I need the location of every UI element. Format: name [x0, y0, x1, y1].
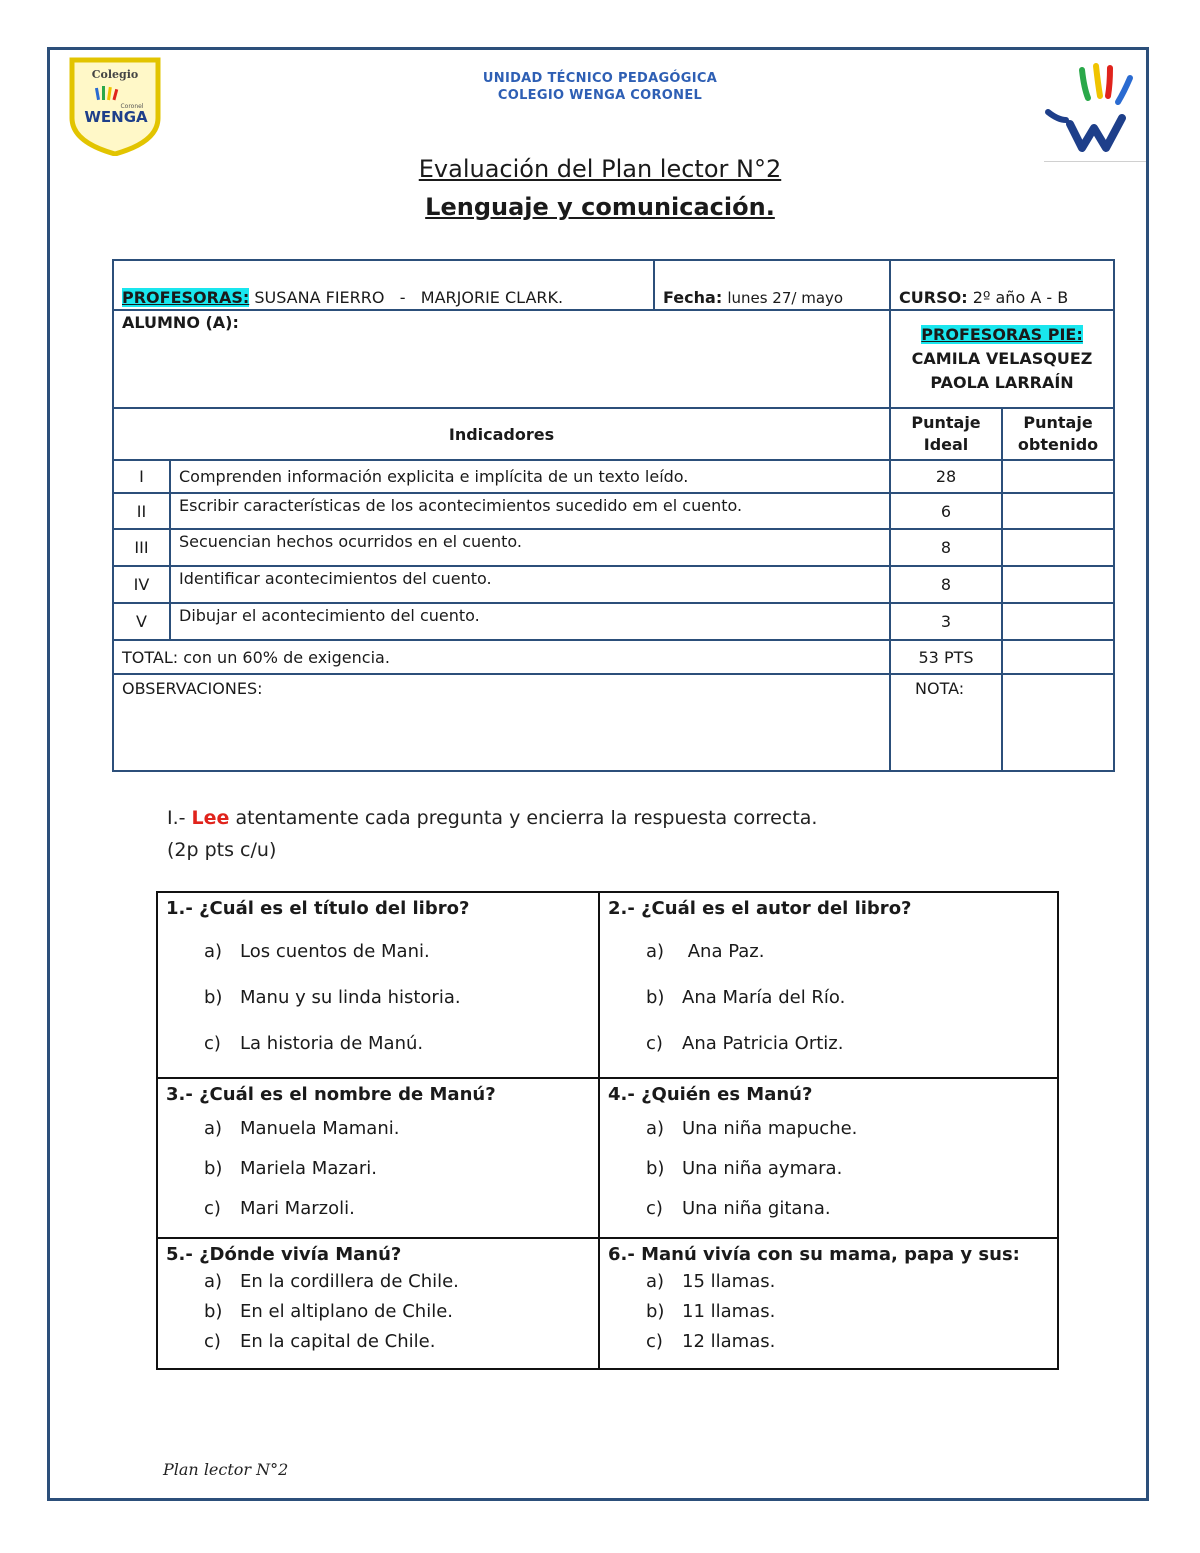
answer-option[interactable]: b) Una niña aymara. — [646, 1158, 843, 1179]
curso-label: CURSO: — [899, 288, 968, 307]
answer-option[interactable]: a) Una niña mapuche. — [646, 1118, 858, 1139]
questions-table — [156, 891, 1059, 1370]
indicadores-header: Indicadores — [113, 408, 890, 460]
question-cell — [599, 892, 1058, 1078]
indicator-obtained[interactable] — [1002, 493, 1114, 529]
question-text: 6.- Manú vivía con su mama, papa y sus: — [608, 1244, 1020, 1265]
indicator-ideal: 3 — [890, 603, 1002, 640]
profesoras-label: PROFESORAS: — [122, 288, 250, 307]
instructions-points: (2p pts c/u) — [167, 839, 277, 861]
pie-cell — [890, 310, 1114, 408]
question-text: 1.- ¿Cuál es el título del libro? — [166, 898, 470, 919]
question-text: 2.- ¿Cuál es el autor del libro? — [608, 898, 912, 919]
answer-option[interactable]: c) En la capital de Chile. — [204, 1331, 436, 1352]
answer-option[interactable]: c) Mari Marzoli. — [204, 1198, 355, 1219]
indicator-number: I — [113, 460, 170, 493]
indicator-number: IV — [113, 566, 170, 603]
curso-value: 2º año A - B — [972, 288, 1069, 307]
question-cell — [157, 892, 599, 1078]
answer-option[interactable]: c) La historia de Manú. — [204, 1033, 424, 1054]
curso-cell — [890, 260, 1114, 310]
indicator-obtained[interactable] — [1002, 529, 1114, 566]
nota-value[interactable] — [1002, 674, 1114, 771]
indicator-text: Dibujar el acontecimiento del cuento. — [170, 603, 890, 640]
page-subtitle: Lenguaje y comunicación. — [425, 193, 775, 221]
indicator-number: III — [113, 529, 170, 566]
indicator-row — [113, 603, 1114, 640]
answer-option[interactable]: b) Ana María del Río. — [646, 987, 846, 1008]
indicator-text: Identificar acontecimientos del cuento. — [170, 566, 890, 603]
answer-option[interactable]: a) Manuela Mamani. — [204, 1118, 400, 1139]
fecha-label: Fecha: — [663, 288, 723, 307]
school-logo-left — [66, 56, 164, 156]
svg-text:WENGA: WENGA — [84, 108, 148, 126]
question-cell — [599, 1078, 1058, 1238]
indicator-obtained[interactable] — [1002, 566, 1114, 603]
footer-text: Plan lector N°2 — [163, 1460, 289, 1479]
answer-option[interactable]: b) Mariela Mazari. — [204, 1158, 377, 1179]
indicator-row — [113, 529, 1114, 566]
profesoras-value: SUSANA FIERRO - MARJORIE CLARK. — [254, 288, 564, 307]
indicator-number: V — [113, 603, 170, 640]
svg-text:Colegio: Colegio — [91, 68, 139, 81]
answer-option[interactable]: c) Ana Patricia Ortiz. — [646, 1033, 844, 1054]
answer-option[interactable]: c) Una niña gitana. — [646, 1198, 831, 1219]
indicator-text: Secuencian hechos ocurridos en el cuento. — [170, 529, 890, 566]
indicator-row — [113, 460, 1114, 493]
indicator-obtained[interactable] — [1002, 603, 1114, 640]
unit-header — [400, 70, 800, 104]
answer-option[interactable]: a) 15 llamas. — [646, 1271, 776, 1292]
pie-name-1: CAMILA VELASQUEZ — [911, 349, 1093, 368]
indicator-obtained[interactable] — [1002, 460, 1114, 493]
observaciones-label: OBSERVACIONES: — [113, 674, 890, 771]
indicator-ideal: 6 — [890, 493, 1002, 529]
unit-line-1: UNIDAD TÉCNICO PEDAGÓGICA — [482, 71, 718, 86]
indicator-row — [113, 493, 1114, 529]
question-text: 3.- ¿Cuál es el nombre de Manú? — [166, 1084, 496, 1105]
answer-option[interactable]: c) 12 llamas. — [646, 1331, 776, 1352]
indicator-ideal: 8 — [890, 529, 1002, 566]
profesoras-cell — [113, 260, 654, 310]
ideal-header: Puntaje Ideal — [890, 408, 1002, 460]
nota-label: NOTA: — [890, 674, 1002, 771]
answer-option[interactable]: b) En el altiplano de Chile. — [204, 1301, 453, 1322]
svg-text:Coronel: Coronel — [120, 103, 144, 110]
total-obtained[interactable] — [1002, 640, 1114, 674]
alumno-cell — [113, 310, 890, 408]
evaluation-table — [112, 259, 1115, 772]
indicator-row — [113, 566, 1114, 603]
answer-option[interactable]: b) Manu y su linda historia. — [204, 987, 461, 1008]
answer-option[interactable]: a) En la cordillera de Chile. — [204, 1271, 459, 1292]
instructions — [167, 802, 817, 866]
answer-option[interactable]: b) 11 llamas. — [646, 1301, 776, 1322]
answer-option[interactable]: a) Los cuentos de Mani. — [204, 941, 430, 962]
question-text: 4.- ¿Quién es Manú? — [608, 1084, 813, 1105]
total-value: 53 PTS — [890, 640, 1002, 674]
fecha-value: lunes 27/ mayo — [727, 289, 844, 307]
pie-name-2: PAOLA LARRAÍN — [930, 373, 1074, 392]
indicator-ideal: 8 — [890, 566, 1002, 603]
question-cell — [599, 1238, 1058, 1369]
total-label: TOTAL: con un 60% de exigencia. — [113, 640, 890, 674]
instructions-prefix: I.- — [167, 807, 192, 829]
indicator-text: Comprenden información explicita e implícita de un texto leído. — [170, 460, 890, 493]
question-cell — [157, 1238, 599, 1369]
question-text: 5.- ¿Dónde vivía Manú? — [166, 1244, 402, 1265]
page-title: Evaluación del Plan lector N°2 — [418, 155, 782, 183]
unit-line-2: COLEGIO WENGA CORONEL — [497, 88, 703, 103]
pie-label: PROFESORAS PIE: — [921, 325, 1083, 344]
instructions-text: atentamente cada pregunta y encierra la respuesta correcta. — [229, 807, 818, 829]
hand-logo-right — [1040, 58, 1146, 162]
indicator-ideal: 28 — [890, 460, 1002, 493]
indicator-text: Escribir características de los acontecimientos sucedido em el cuento. — [170, 493, 890, 529]
answer-option[interactable]: a) Ana Paz. — [646, 941, 765, 962]
question-cell — [157, 1078, 599, 1238]
instructions-lee: Lee — [191, 807, 230, 829]
obtained-header: Puntaje obtenido — [1002, 408, 1114, 460]
alumno-label: ALUMNO (A): — [122, 313, 239, 332]
fecha-cell — [654, 260, 890, 310]
indicator-number: II — [113, 493, 170, 529]
